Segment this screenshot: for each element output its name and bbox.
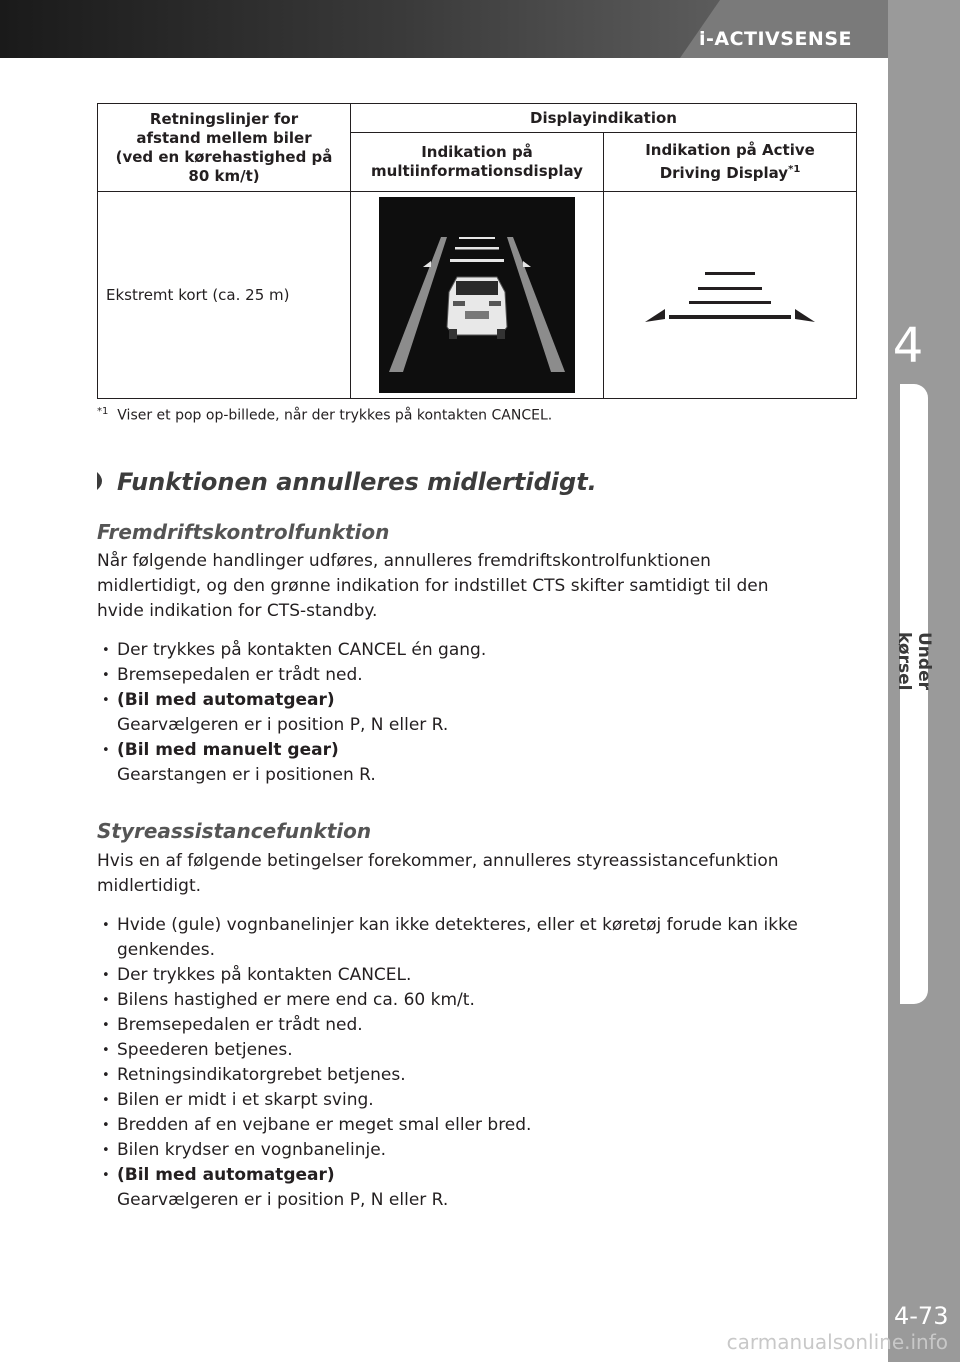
col3-header-line <box>610 160 850 183</box>
row-label: Ekstremt kort (ca. 25 m) <box>98 192 351 399</box>
col1-header-line: (ved en kørehastighed på <box>115 147 333 166</box>
col1-header-line: 80 km/t) <box>188 166 260 185</box>
section-title <box>97 468 597 496</box>
list-item <box>100 963 820 988</box>
list-item <box>100 663 820 688</box>
list-item-text: Der trykkes på kontakten CANCEL. <box>117 965 412 985</box>
list-item <box>100 688 820 738</box>
list-item <box>100 738 820 788</box>
list-item <box>100 1013 820 1038</box>
footnote <box>97 406 552 424</box>
list-item-text: Gearstangen er i positionen R. <box>117 765 376 785</box>
page-number: 4-73 <box>894 1302 949 1330</box>
col3-header-text: Driving Display <box>659 164 789 182</box>
list-item-text: Bremsepedalen er trådt ned. <box>117 665 363 685</box>
list-item-text: Gearvælgeren er i position P, N eller R. <box>117 1190 449 1210</box>
list-item-text: Gearvælgeren er i position P, N eller R. <box>117 715 449 735</box>
multiinfo-display-cell <box>351 192 604 399</box>
multiinfo-display-icon <box>379 197 575 393</box>
list-item-bold: • (Bil med manuelt gear) <box>117 740 339 760</box>
list-item-text: Der trykkes på kontakten CANCEL én gang. <box>117 640 487 660</box>
list-item-text: Retningsindikatorgrebet betjenes. <box>117 1065 406 1085</box>
col3-header-line: Indikation på Active <box>645 141 815 159</box>
subsection-title-2: Styreassistancefunktion <box>97 819 372 843</box>
list-item-text: Bilens hastighed er mere end ca. 60 km/t. <box>117 990 475 1010</box>
list-item <box>100 913 820 963</box>
subsection-para-1: Når følgende handlinger udføres, annulleres fremdriftskontrolfunktionen midlertidigt, og den grønne indikation for indstillet CTS skifter samtidigt til den hvide indikation for CTS-standby. <box>97 551 769 621</box>
car-icon <box>447 277 507 339</box>
group-header: Displayindikation <box>351 104 857 133</box>
subsection-title-1: Fremdriftskontrolfunktion <box>97 520 390 544</box>
header-title: i-ACTIVSENSE <box>698 28 852 50</box>
col3-header <box>604 133 857 192</box>
footnote-mark: *1 <box>97 406 109 417</box>
footnote-text: Viser et pop op-billede, når der trykkes på kontakten CANCEL. <box>117 407 553 424</box>
list-item-bold: • (Bil med automatgear) <box>117 1165 335 1185</box>
col2-header-line: Indikation på <box>421 143 533 161</box>
list-item-text: Bilen er midt i et skarpt sving. <box>117 1090 374 1110</box>
col1-header-line: afstand mellem biler <box>136 128 312 147</box>
section-marker-icon <box>97 472 107 490</box>
list-item-bold: • (Bil med automatgear) <box>117 690 335 710</box>
list-item-text: Bredden af en vejbane er meget smal eller bred. <box>117 1115 532 1135</box>
active-driving-display-icon <box>605 195 855 395</box>
col1-header-line: Retningslinjer for <box>149 109 299 128</box>
list-item <box>100 1138 820 1163</box>
watermark: carmanualsonline.info <box>726 1330 948 1354</box>
section-title-text: Funktionen annulleres midlertidigt. <box>117 468 597 496</box>
list-item <box>100 1088 820 1113</box>
list-item <box>100 1113 820 1138</box>
list-item <box>100 1063 820 1088</box>
list-item <box>100 1038 820 1063</box>
distance-table <box>97 103 857 399</box>
list-item-text: Bilen krydser en vognbanelinje. <box>117 1140 387 1160</box>
col2-header-line: multiinformationsdisplay <box>371 162 583 180</box>
subsection-list-1 <box>100 638 820 788</box>
list-item-text: Speederen betjenes. <box>117 1040 293 1060</box>
list-item-text: Hvide (gule) vognbanelinjer kan ikke detekteres, eller et køretøj forude kan ikke genkendes. <box>117 915 798 960</box>
subsection-para-2: Hvis en af følgende betingelser forekommer, annulleres styreassistancefunktion midlertidigt. <box>97 851 779 896</box>
chapter-number: 4 <box>892 318 924 374</box>
chapter-label: Under kørsel <box>894 632 934 691</box>
list-item <box>100 1163 820 1213</box>
active-driving-display-cell <box>604 192 857 399</box>
list-item <box>100 988 820 1013</box>
col2-header <box>351 133 604 192</box>
list-item <box>100 638 820 663</box>
subsection-list-2 <box>100 913 820 1213</box>
col3-footnote-mark: *1 <box>788 164 801 175</box>
col1-header <box>98 104 351 192</box>
list-item-text: Bremsepedalen er trådt ned. <box>117 1015 363 1035</box>
